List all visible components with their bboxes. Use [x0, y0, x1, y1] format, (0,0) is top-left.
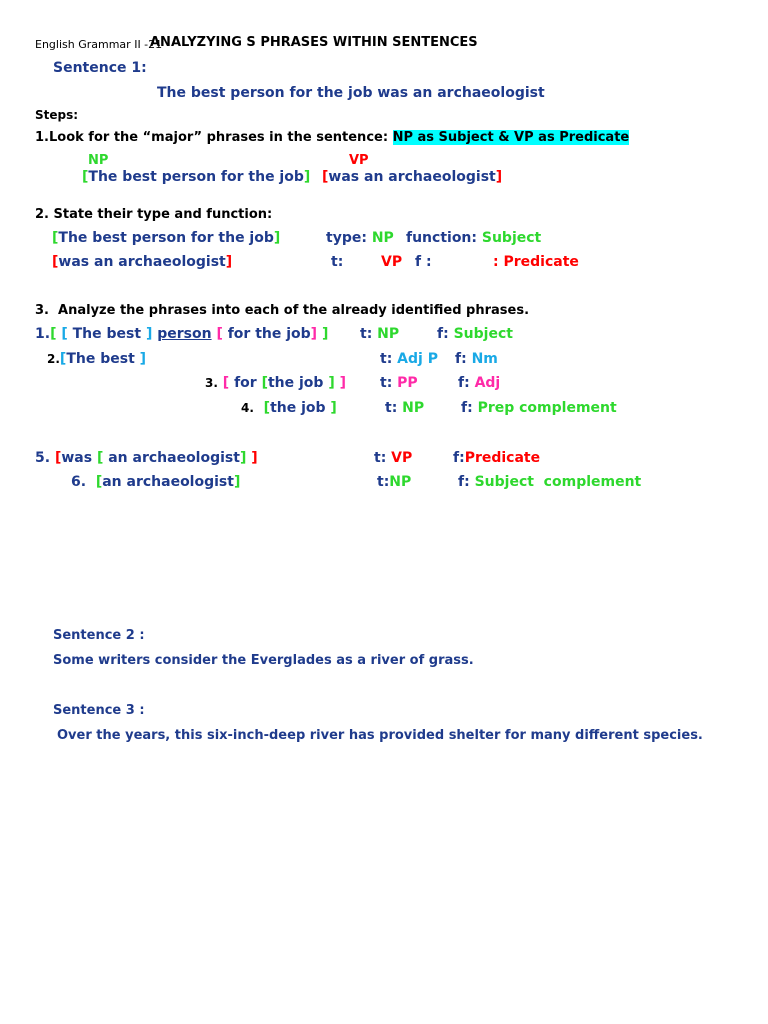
np-bracket-phrase — [82, 170, 310, 184]
vp-phrase: was an archaeologist — [328, 169, 496, 185]
bracket: [ — [95, 474, 103, 490]
vp-bracket-open: [ — [322, 169, 329, 185]
phrase-text: the job — [270, 400, 331, 416]
f-value: Nm — [471, 351, 498, 367]
sentence2-label: Sentence 2 : — [53, 628, 145, 643]
bracket: ] — [310, 326, 318, 342]
step2-row1-function — [406, 231, 541, 245]
t-value: PP — [397, 375, 418, 391]
t-label: t: — [374, 450, 387, 466]
sentence2-text: Some writers consider the Everglades as a river of grass. — [53, 653, 474, 668]
f-label: f: — [453, 450, 465, 466]
bracket: ] — [334, 375, 347, 391]
np-tag: NP — [88, 153, 109, 168]
row-number: 6. — [71, 474, 87, 490]
np-phrase: The best person for the job — [88, 169, 304, 185]
analysis-row4-type — [385, 401, 424, 415]
step2-row2-f-value: : Predicate — [493, 254, 579, 270]
step2-text: 2. State their type and function: — [35, 207, 273, 222]
bracket: ] — [328, 375, 335, 391]
phrase-text: an archaeologist — [102, 474, 234, 490]
analysis-row3-phrase — [205, 376, 346, 390]
analysis-row4-phrase — [241, 401, 337, 415]
row-number: 3. — [205, 376, 218, 390]
bracket: ] — [139, 351, 147, 367]
bracket-close: ] — [273, 230, 281, 246]
type-value: NP — [371, 230, 394, 246]
bracket: [ — [261, 375, 268, 391]
step3-text: 3. Analyze the phrases into each of the already identified phrases. — [35, 303, 530, 318]
bracket: ] — [246, 450, 258, 466]
t-label: t: — [380, 375, 393, 391]
step2-row1-type — [326, 231, 394, 245]
bracket: ] — [145, 326, 153, 342]
row-number: 4. — [241, 401, 254, 415]
row-number: 1. — [35, 326, 51, 342]
step1-highlight: NP as Subject & VP as Predicate — [392, 130, 630, 145]
bracket: ] — [330, 400, 337, 416]
analysis-row6-function — [458, 475, 641, 489]
sentence1-label: Sentence 1: — [53, 60, 147, 76]
step2-row2-t-label: t: — [331, 254, 344, 270]
analysis-row4-function — [461, 401, 617, 415]
bracket: ] — [233, 474, 241, 490]
vp-bracket-close: ] — [495, 169, 503, 185]
phrase-text: was — [61, 450, 97, 466]
bracket: [ — [216, 326, 223, 342]
course-label: English Grammar II -21 — [35, 38, 163, 51]
analysis-row5-type — [374, 451, 412, 465]
analysis-row2-phrase — [47, 352, 146, 366]
f-label: f: — [458, 474, 470, 490]
head-noun: person — [157, 326, 212, 342]
analysis-row2-function — [455, 352, 498, 366]
analysis-row6-type — [377, 475, 411, 489]
phrase-text: The best person for the job — [58, 230, 274, 246]
step2-row1-phrase — [52, 231, 280, 245]
bracket-open: [ — [52, 254, 59, 270]
step2-row2-f-label: f : — [415, 254, 432, 270]
f-value: Adj — [474, 375, 501, 391]
phrase-text: The best — [67, 326, 146, 342]
f-label: f: — [437, 326, 449, 342]
analysis-row1-phrase — [35, 327, 328, 341]
sentence3-label: Sentence 3 : — [53, 703, 145, 718]
phrase-text: for — [229, 375, 262, 391]
analysis-row5-phrase — [35, 451, 258, 465]
steps-label: Steps: — [35, 108, 79, 122]
bracket: [ — [54, 450, 62, 466]
t-label: t: — [385, 400, 398, 416]
bracket: [ — [96, 450, 104, 466]
analysis-row3-type — [380, 376, 418, 390]
f-value: Subject — [453, 326, 513, 342]
analysis-row6-phrase — [71, 475, 240, 489]
analysis-row1-function — [437, 327, 513, 341]
t-label: t: — [380, 351, 393, 367]
bracket: [ — [263, 400, 271, 416]
bracket: [ — [61, 326, 68, 342]
phrase-text: for the job — [222, 326, 311, 342]
bracket: [ — [50, 326, 57, 342]
step2-row2-t-value: VP — [381, 254, 403, 270]
phrase-text: an archaeologist — [103, 450, 240, 466]
f-value: Predicate — [464, 450, 541, 466]
f-value: Subject complement — [474, 474, 642, 490]
step1-line — [35, 131, 629, 144]
f-label: f: — [458, 375, 470, 391]
sentence1-text: The best person for the job was an archaeologist — [157, 85, 545, 101]
t-label: t: — [360, 326, 373, 342]
phrase-text: was an archaeologist — [58, 254, 226, 270]
step1-text: 1.Look for the “major” phrases in the sentence: — [35, 130, 389, 145]
analysis-row3-function — [458, 376, 500, 390]
t-value: NP — [377, 326, 400, 342]
bracket: [ — [59, 351, 67, 367]
analysis-row5-function — [453, 451, 540, 465]
bracket: ] — [239, 450, 247, 466]
t-value: Adj P — [397, 351, 438, 367]
phrase-text: the job — [267, 375, 329, 391]
row-number: 5. — [35, 450, 51, 466]
t-value: NP — [389, 474, 412, 490]
sentence3-text: Over the years, this six-inch-deep river has provided shelter for many different species. — [57, 728, 703, 743]
analysis-row1-type — [360, 327, 399, 341]
f-label: f: — [461, 400, 473, 416]
type-label: type: — [326, 230, 367, 246]
step2-row2-phrase — [52, 255, 232, 269]
t-value: VP — [391, 450, 413, 466]
phrase-text: The best — [66, 351, 140, 367]
f-value: Prep complement — [477, 400, 617, 416]
analysis-row2-type — [380, 352, 438, 366]
function-label: function: — [406, 230, 477, 246]
bracket: ] — [317, 326, 329, 342]
np-bracket-open: [ — [82, 169, 89, 185]
t-label: t: — [377, 474, 390, 490]
page-title: ANALYZYING S PHRASES WITHIN SENTENCES — [150, 35, 478, 50]
row-number: 2. — [47, 352, 60, 366]
vp-bracket-phrase — [322, 170, 502, 184]
f-label: f: — [455, 351, 467, 367]
vp-tag: VP — [349, 153, 369, 168]
bracket-close: ] — [225, 254, 233, 270]
bracket: [ — [222, 375, 230, 391]
function-value: Subject — [481, 230, 542, 246]
t-value: NP — [402, 400, 425, 416]
np-bracket-close: ] — [303, 169, 311, 185]
bracket-open: [ — [52, 230, 59, 246]
